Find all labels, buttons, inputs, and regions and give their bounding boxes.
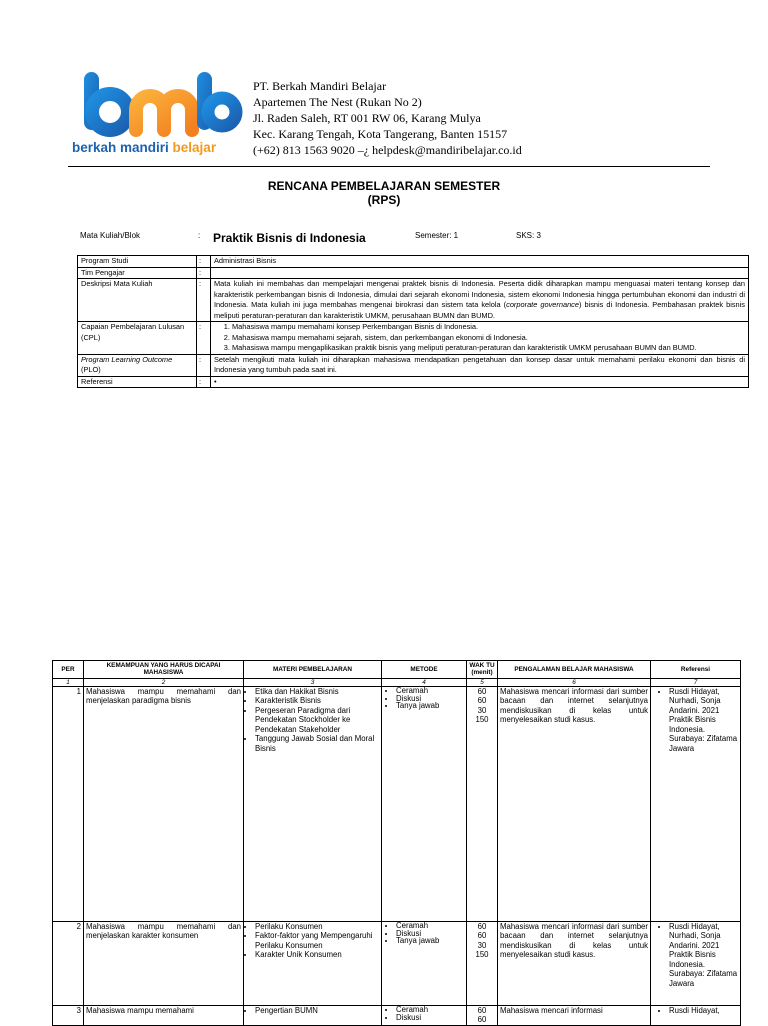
materi-cell <box>244 1005 382 1025</box>
per-cell: 2 <box>53 921 84 1005</box>
metode-cell <box>382 1005 467 1025</box>
col-materi: MATERI PEMBELAJARAN <box>244 661 382 679</box>
tim-label: Tim Pengajar <box>78 267 197 279</box>
per-cell: 1 <box>53 686 84 921</box>
referensi-item: • Rusdi Hidayat, Nurhadi, Sonja Andarini. 2021 Praktik Bisnis Indonesia. Surabaya: Zifatama Jawara <box>669 922 738 989</box>
rps-schedule-table <box>52 660 741 1026</box>
waktu-cell <box>467 1005 498 1025</box>
plo-value: Setelah mengikuti mata kuliah ini diharapkan mahasiswa mendapatkan pengetahuan dan konsep dasar untuk memahami perilaku ekonomi dan bisnis di Indonesia yang tumbuh pada saat ini. <box>211 354 749 376</box>
waktu-value: 60 <box>477 696 487 706</box>
info-row-ref <box>78 376 749 388</box>
colon: : <box>197 256 211 268</box>
materi-item: • Etika dan Hakikat Bisnis <box>255 687 379 697</box>
table-row <box>53 686 741 921</box>
column-number: 4 <box>382 678 467 686</box>
company-address-block <box>253 78 522 158</box>
metode-item: • Ceramah <box>396 687 464 695</box>
waktu-value: 60 <box>477 686 487 696</box>
referensi-cell <box>651 921 741 1005</box>
waktu-value: 60 <box>477 1015 487 1025</box>
column-number: 1 <box>53 678 84 686</box>
waktu-value: 60 <box>477 1005 487 1015</box>
kemampuan-cell: Mahasiswa mampu memahami dan menjelaskan karakter konsumen <box>84 921 244 1005</box>
cpl-item: 3. Mahasiswa mampu mengaplikasikan praktik bisnis yang meliputi peraturan-peraturan dan karakteristik UMKM perusahaan BUMN dan BUMD. <box>232 343 745 354</box>
referensi-item: • Rusdi Hidayat, Nurhadi, Sonja Andarini. 2021 Praktik Bisnis Indonesia. Surabaya: Zifatama Jawara <box>669 687 738 754</box>
materi-item: • Karakteristik Bisnis <box>255 696 379 706</box>
column-number: 2 <box>84 678 244 686</box>
metode-item: • Ceramah <box>396 922 464 930</box>
course-name: Praktik Bisnis di Indonesia <box>213 231 366 245</box>
cpl-item: 2. Mahasiswa mampu memahami sejarah, sistem, dan perkembangan ekonomi di Indonesia. <box>232 333 745 344</box>
column-number: 5 <box>467 678 498 686</box>
company-address-1: Apartemen The Nest (Rukan No 2) <box>253 95 422 109</box>
waktu-value: 30 <box>477 940 487 950</box>
cpl-label: Capaian Pembelajaran Lulusan (CPL) <box>78 322 197 355</box>
info-row-cpl <box>78 322 749 355</box>
info-row-desc <box>78 279 749 322</box>
course-colon: : <box>198 231 201 240</box>
desc-label: Deskripsi Mata Kuliah <box>78 279 197 322</box>
col-pengalaman: PENGALAMAN BELAJAR MAHASISWA <box>498 661 651 679</box>
col-referensi: Referensi <box>651 661 741 679</box>
metode-item: • Ceramah <box>396 1006 464 1014</box>
document-title: RENCANA PEMBELAJARAN SEMESTER <box>267 179 501 193</box>
info-row-plo <box>78 354 749 376</box>
col-waktu: WAK TU (menit) <box>467 661 498 679</box>
waktu-value: 30 <box>477 705 487 715</box>
tim-value <box>211 267 749 279</box>
metode-item: • Diskusi <box>396 930 464 938</box>
ref-label: Referensi <box>78 376 197 388</box>
colon: : <box>197 376 211 388</box>
program-value: Administrasi Bisnis <box>211 256 749 268</box>
table-row <box>53 1005 741 1025</box>
metode-item: • Diskusi <box>396 1014 464 1022</box>
colon: : <box>197 267 211 279</box>
col-metode: METODE <box>382 661 467 679</box>
table-row <box>53 921 741 1005</box>
colon: : <box>197 354 211 376</box>
materi-item: • Karakter Unik Konsumen <box>255 950 379 960</box>
waktu-cell <box>467 921 498 1005</box>
info-row-tim <box>78 267 749 279</box>
materi-item: • Tanggung Jawab Sosial dan Moral Bisnis <box>255 734 379 753</box>
metode-item: • Tanya jawab <box>396 702 464 710</box>
metode-cell <box>382 921 467 1005</box>
company-address-2: Jl. Raden Saleh, RT 001 RW 06, Karang Mulya <box>253 111 481 125</box>
plo-label: Program Learning Outcome (PLO) <box>78 354 197 376</box>
semester-value: Semester: 1 <box>415 231 459 240</box>
per-cell: 3 <box>53 1005 84 1025</box>
waktu-value: 150 <box>475 950 489 960</box>
cpl-item: 1. Mahasiswa mampu memahami konsep Perkembangan Bisnis di Indonesia. <box>232 322 745 333</box>
pengalaman-cell: Mahasiswa mencari informasi dari sumber bacaan dan internet selanjutnya mendiskusikan di kelas untuk menyelesaikan studi kasus. <box>498 686 651 921</box>
materi-cell <box>244 921 382 1005</box>
referensi-cell <box>651 686 741 921</box>
document-subtitle: (RPS) <box>367 193 401 207</box>
company-contact: (+62) 813 1563 9020 –¿ helpdesk@mandiribelajar.co.id <box>253 143 522 157</box>
column-number: 7 <box>651 678 741 686</box>
column-number: 6 <box>498 678 651 686</box>
materi-cell <box>244 686 382 921</box>
logo-tagline: berkah mandiri belajar <box>72 140 217 155</box>
bmb-logo-mark <box>66 66 244 144</box>
kemampuan-cell: Mahasiswa mampu memahami dan menjelaskan paradigma bisnis <box>84 686 244 921</box>
col-per: PER <box>53 661 84 679</box>
info-row-program <box>78 256 749 268</box>
materi-item: • Pengertian BUMN <box>255 1006 379 1016</box>
sks-value: SKS: 3 <box>516 231 541 240</box>
pengalaman-cell: Mahasiswa mencari informasi dari sumber bacaan dan internet selanjutnya mendiskusikan di kelas untuk menyelesaikan studi kasus. <box>498 921 651 1005</box>
materi-item: • Pergeseran Paradigma dari Pendekatan Stockholder ke Pendekatan Stakeholder <box>255 706 379 735</box>
column-number: 3 <box>244 678 382 686</box>
col-kemampuan: KEMAMPUAN YANG HARUS DICAPAI MAHASISWA <box>84 661 244 679</box>
waktu-value: 60 <box>477 921 487 931</box>
desc-value: Mata kuliah ini membahas dan mempelajari mengenai praktek bisnis di Indonesia. Peserta didik diharapkan mampu menguasai materi tentang konsep dan karakteristik perkembangan bisnis di Indonesia, dimulai dari sejarah ekonomi Indonesia, sistem ekonomi Indonesia hingga pertumbuhan ekonomi dan industri di Indonesia. Mata kuliah ini juga membahas mengenai birokrasi dan sistem tata kelola (corporate governance) bisnis di Indonesia. Pembahasan praktek bisnis meliputi peraturan-peraturan dan karakteristik UMKM, perusahaan BUMN dan BUMD. <box>211 279 749 322</box>
company-name: PT. Berkah Mandiri Belajar <box>253 79 387 93</box>
colon: : <box>197 322 211 355</box>
referensi-cell <box>651 1005 741 1025</box>
waktu-value: 150 <box>475 715 489 725</box>
header-divider <box>68 166 710 167</box>
header-row <box>53 661 741 679</box>
metode-cell <box>382 686 467 921</box>
metode-item: • Tanya jawab <box>396 937 464 945</box>
company-logo <box>66 66 244 161</box>
materi-item: • Perilaku Konsumen <box>255 922 379 932</box>
ref-value: • <box>211 376 749 388</box>
colon: : <box>197 279 211 322</box>
referensi-item: • Rusdi Hidayat, <box>669 1006 738 1016</box>
company-address-3: Kec. Karang Tengah, Kota Tangerang, Banten 15157 <box>253 127 508 141</box>
pengalaman-cell: Mahasiswa mencari informasi <box>498 1005 651 1025</box>
cpl-value <box>211 322 749 355</box>
waktu-value: 60 <box>477 931 487 941</box>
course-label: Mata Kuliah/Blok <box>80 231 141 240</box>
course-info-table <box>77 255 749 388</box>
materi-item: • Faktor-faktor yang Mempengaruhi Perilaku Konsumen <box>255 931 379 950</box>
metode-item: • Diskusi <box>396 695 464 703</box>
program-label: Program Studi <box>78 256 197 268</box>
kemampuan-cell: Mahasiswa mampu memahami <box>84 1005 244 1025</box>
waktu-cell <box>467 686 498 921</box>
